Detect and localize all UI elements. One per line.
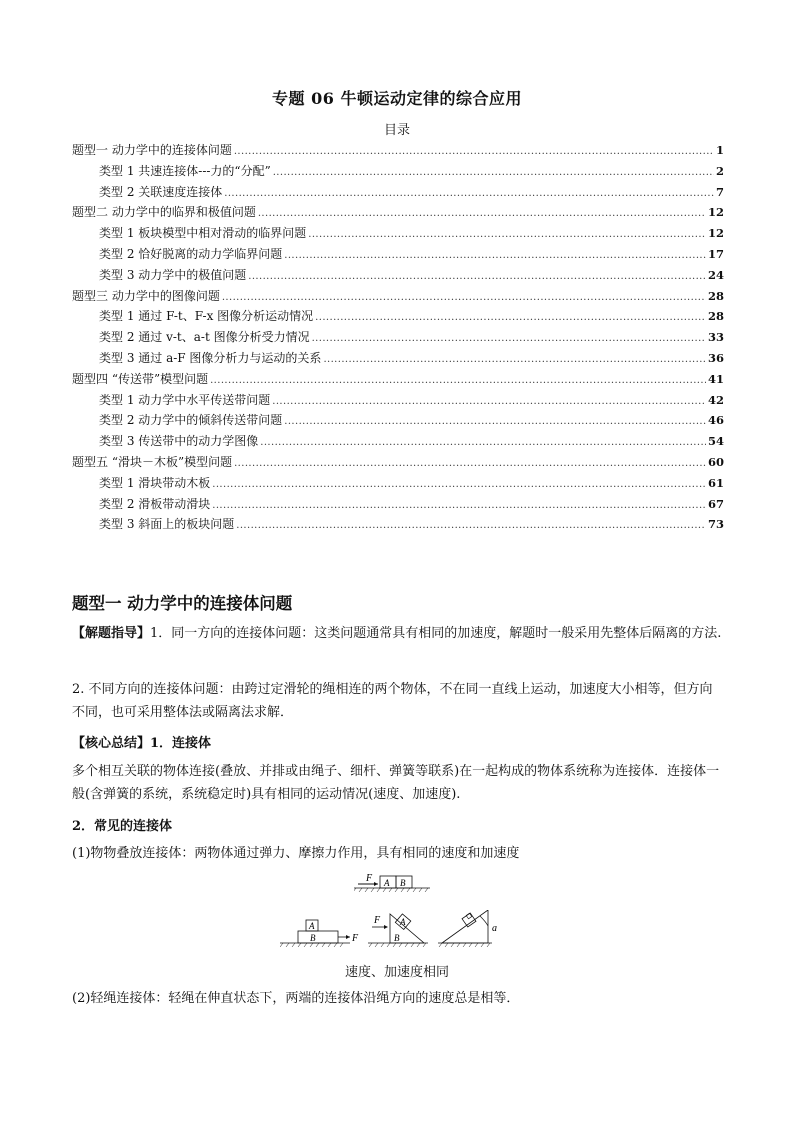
toc-entry-label: 类型 1 通过 F-t、F-x 图像分析运动情况 <box>99 309 314 324</box>
toc-leader <box>234 143 714 157</box>
toc-leader <box>315 309 706 323</box>
toc-entry[interactable] <box>72 391 724 412</box>
force-label: F <box>352 933 359 944</box>
block-b-label: B <box>400 878 406 888</box>
toc-leader <box>273 164 714 178</box>
toc-entry[interactable] <box>72 224 724 245</box>
toc-entry-page: 46 <box>707 413 724 428</box>
toc-leader <box>260 434 706 448</box>
toc-entry-label: 类型 3 动力学中的极值问题 <box>99 267 247 282</box>
toc-entry[interactable] <box>72 162 724 183</box>
toc-entry-label: 类型 2 通过 v-t、a-t 图像分析受力情况 <box>99 330 310 345</box>
toc-entry-label: 类型 3 传送带中的动力学图像 <box>99 434 259 449</box>
toc-entry-page: 7 <box>715 184 724 199</box>
toc-entry-page: 12 <box>707 205 724 220</box>
toc-entry[interactable] <box>72 474 724 495</box>
toc-entry-label: 题型四 “传送带”模型问题 <box>72 371 209 386</box>
toc-leader <box>234 455 706 469</box>
toc-entry[interactable] <box>72 411 724 432</box>
toc-entry-page: 28 <box>707 309 724 324</box>
toc-entry-label: 类型 2 动力学中的倾斜传送带问题 <box>99 413 283 428</box>
toc-leader <box>323 351 706 365</box>
toc-entry[interactable] <box>72 495 724 516</box>
toc-entry-label: 类型 1 共速连接体---力的“分配” <box>99 163 271 178</box>
toc-entry-page: 41 <box>707 371 724 386</box>
toc-entry-label: 类型 2 滑板带动滑块 <box>99 496 211 511</box>
toc-entry[interactable] <box>72 183 724 204</box>
toc-entry[interactable] <box>72 287 724 308</box>
toc-entry-page: 42 <box>707 392 724 407</box>
block-a-label: A <box>400 917 406 927</box>
toc-leader <box>212 497 706 511</box>
toc-leader <box>248 268 706 282</box>
toc-entry-page: 33 <box>707 330 724 345</box>
toc-entry[interactable] <box>72 141 724 162</box>
guide-paragraph-2: 2. 不同方向的连接体问题：由跨过定滑轮的绳相连的两个物体，不在同一直线上运动，加速度大小相等，但方向不同，也可采用整体法或隔离法求解． <box>72 682 713 720</box>
toc-leader <box>222 289 706 303</box>
toc-entry-page: 67 <box>707 496 724 511</box>
toc-entry-page: 54 <box>707 434 724 449</box>
item-1: (1)物物叠放连接体：两物体通过弹力、摩擦力作用，具有相同的速度和加速度 <box>72 846 520 861</box>
toc-leader <box>272 393 706 407</box>
table-of-contents <box>72 141 724 536</box>
guide-paragraph <box>72 622 724 645</box>
acceleration-label: a <box>492 923 497 934</box>
core-summary <box>72 732 724 755</box>
stacked-blocks-figure <box>354 870 444 894</box>
common-title: 2．常见的连接体 <box>72 819 173 834</box>
toc-entry-label: 题型五 “滑块－木板”模型问题 <box>72 454 233 469</box>
toc-heading: 目录 <box>383 123 410 138</box>
toc-entry[interactable] <box>72 515 724 536</box>
toc-entry-label: 题型三 动力学中的图像问题 <box>72 288 220 303</box>
section-heading: 题型一 动力学中的连接体问题 <box>72 594 293 613</box>
toc-entry[interactable] <box>72 245 724 266</box>
toc-entry-label: 类型 3 斜面上的板块问题 <box>99 517 235 532</box>
force-label: F <box>374 915 381 926</box>
toc-entry-label: 类型 3 通过 a-F 图像分析力与运动的关系 <box>99 350 322 365</box>
connected-bodies-figures <box>280 910 540 952</box>
toc-entry-label: 类型 2 恰好脱离的动力学临界问题 <box>99 246 283 261</box>
toc-entry-label: 题型二 动力学中的临界和极值问题 <box>72 205 256 220</box>
item-2: (2)轻绳连接体：轻绳在伸直状态下，两端的连接体沿绳方向的速度总是相等． <box>72 991 520 1006</box>
toc-entry-page: 36 <box>707 350 724 365</box>
toc-entry[interactable] <box>72 370 724 391</box>
page-title: 专题 06 牛顿运动定律的综合应用 <box>272 89 522 108</box>
toc-entry-page: 24 <box>707 267 724 282</box>
core-tag: 【核心总结】 <box>72 736 151 751</box>
toc-entry-page: 73 <box>707 517 724 532</box>
core-title: 1．连接体 <box>150 736 212 751</box>
toc-leader <box>224 185 714 199</box>
guide-text: 1．同一方向的连接体问题：这类问题通常具有相同的加速度，解题时一般采用先整体后隔离的方法. <box>150 626 722 641</box>
core-text: 多个相互关联的物体连接(叠放、并排或由绳子、细杆、弹簧等联系)在一起构成的物体系统称为连接体．连接体一般(含弹簧的系统，系统稳定时)具有相同的运动情况(速度、加速度). <box>72 764 720 802</box>
toc-entry[interactable] <box>72 453 724 474</box>
guide-tag: 【解题指导】 <box>72 626 151 641</box>
block-b-label: B <box>310 933 316 943</box>
toc-leader <box>210 372 706 386</box>
toc-leader <box>284 247 706 261</box>
toc-entry[interactable] <box>72 349 724 370</box>
toc-entry-page: 60 <box>707 454 724 469</box>
toc-leader <box>308 226 706 240</box>
toc-entry-page: 17 <box>707 246 724 261</box>
toc-leader <box>258 205 706 219</box>
toc-entry-page: 1 <box>715 143 724 157</box>
toc-entry-label: 类型 1 滑块带动木板 <box>99 475 211 490</box>
toc-entry-page: 2 <box>715 163 724 178</box>
toc-leader <box>284 413 706 427</box>
toc-entry[interactable] <box>72 307 724 328</box>
block-b <box>298 931 338 943</box>
toc-entry-page: 28 <box>707 288 724 303</box>
block-b-label: B <box>394 933 400 943</box>
toc-entry[interactable] <box>72 266 724 287</box>
incline <box>442 910 488 943</box>
block-a-label: A <box>384 878 390 888</box>
toc-entry-label: 类型 2 关联速度连接体 <box>99 184 223 199</box>
toc-leader <box>236 517 706 531</box>
toc-entry[interactable] <box>72 432 724 453</box>
toc-entry[interactable] <box>72 203 724 224</box>
block-a-label: A <box>309 921 315 931</box>
toc-entry-page: 12 <box>707 226 724 241</box>
figure-caption: 速度、加速度相同 <box>344 965 449 980</box>
toc-entry-label: 题型一 动力学中的连接体问题 <box>72 143 232 157</box>
toc-leader <box>212 476 706 490</box>
toc-entry[interactable] <box>72 328 724 349</box>
toc-leader <box>312 330 706 344</box>
toc-entry-label: 类型 1 板块模型中相对滑动的临界问题 <box>99 226 307 241</box>
force-label: F <box>366 873 373 884</box>
toc-entry-page: 61 <box>707 475 724 490</box>
toc-entry-label: 类型 1 动力学中水平传送带问题 <box>99 392 271 407</box>
